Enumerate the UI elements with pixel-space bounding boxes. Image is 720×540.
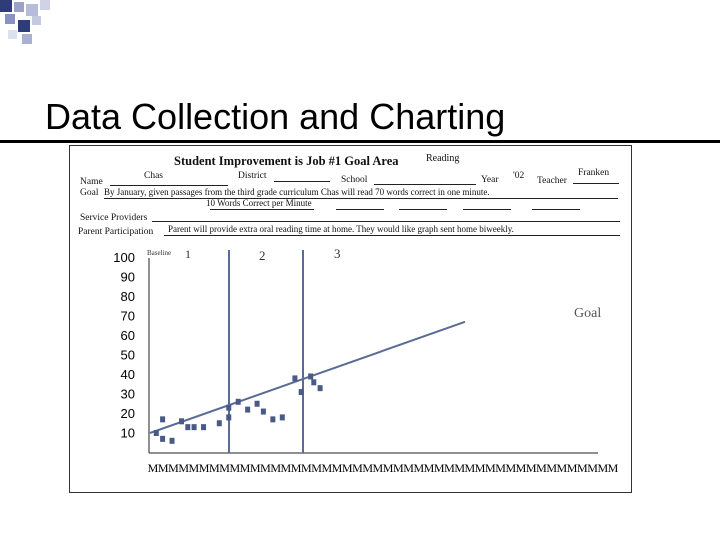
x-tick-label: M (403, 461, 414, 475)
x-tick-label: M (188, 461, 200, 475)
data-point (270, 416, 275, 422)
phase-label: 2 (259, 248, 266, 263)
x-tick-label: M (484, 461, 496, 475)
data-point (217, 420, 222, 426)
x-tick-label: M (607, 461, 619, 475)
x-tick-label: M (495, 461, 506, 475)
data-point (160, 416, 165, 422)
data-point (192, 424, 197, 430)
y-tick-label: 100 (113, 250, 135, 265)
data-point (179, 418, 184, 424)
data-point (280, 414, 285, 420)
data-point (318, 385, 323, 391)
x-tick-label: M (525, 461, 537, 475)
y-tick-label: 20 (120, 406, 135, 421)
data-point (299, 389, 304, 395)
data-point (292, 375, 297, 381)
x-tick-label: M (454, 461, 466, 475)
parent-participation-label: Parent Participation (78, 227, 154, 237)
x-tick-label: M (505, 461, 517, 475)
service-providers-label: Service Providers (80, 213, 148, 223)
y-tick-label: 70 (120, 308, 135, 324)
slide-title: Data Collection and Charting (45, 96, 506, 137)
year-label: Year (481, 175, 499, 185)
goal-text: By January, given passages from the third grade curriculum Chas will read 70 words correct in one minute. (104, 187, 490, 197)
baseline-phase-label: Baseline (147, 249, 172, 257)
x-tick-label: M (311, 461, 322, 475)
phase-label: 3 (334, 246, 341, 261)
goal-area-value: Reading (426, 153, 460, 164)
x-tick-label: M (249, 461, 261, 475)
x-tick-label: M (147, 461, 159, 475)
phase-label: 1 (185, 247, 191, 261)
x-tick-label: M (556, 461, 568, 475)
goal-label: Goal (80, 188, 99, 198)
name-label: Name (80, 177, 103, 187)
y-tick-label: 50 (120, 347, 135, 363)
x-tick-label: M (536, 461, 547, 475)
x-tick-label: M (413, 461, 425, 475)
goal-line (150, 322, 465, 433)
x-tick-label: M (208, 461, 220, 475)
teacher-value: Franken (578, 168, 610, 178)
x-tick-label: M (219, 461, 230, 475)
x-tick-label: M (331, 461, 343, 475)
y-tick-label: 40 (120, 367, 135, 382)
y-tick-label: 10 (120, 425, 135, 441)
data-point (245, 407, 250, 413)
x-tick-label: M (168, 461, 179, 475)
x-tick-label: M (362, 461, 374, 475)
x-tick-label: M (587, 461, 598, 475)
district-label: District (238, 171, 267, 181)
name-value: Chas (144, 171, 163, 181)
x-tick-label: M (474, 461, 486, 475)
x-tick-label: M (300, 461, 312, 475)
x-tick-label: M (433, 461, 445, 475)
form-heading: Student Improvement is Job #1 Goal Area (174, 154, 399, 168)
x-tick-label: M (321, 461, 333, 475)
x-tick-label: M (423, 461, 435, 475)
school-label: School (341, 175, 368, 185)
x-tick-label: M (198, 461, 210, 475)
data-point (201, 424, 206, 430)
x-tick-label: M (392, 461, 404, 475)
y-tick-label: 80 (120, 289, 135, 304)
data-point (236, 399, 241, 405)
teacher-label: Teacher (537, 176, 567, 186)
parent-participation-text: Parent will provide extra oral reading time at home. They would like graph sent home biweekly. (168, 224, 514, 234)
data-point (255, 401, 260, 407)
x-tick-label: M (341, 461, 353, 475)
x-tick-label: M (515, 461, 527, 475)
data-point (170, 438, 175, 444)
x-tick-label: M (157, 461, 169, 475)
x-tick-label: M (229, 461, 241, 475)
x-tick-label: M (444, 461, 455, 475)
x-tick-label: M (290, 461, 302, 475)
data-point (311, 379, 316, 385)
y-tick-label: 60 (120, 328, 135, 343)
x-tick-label: M (352, 461, 363, 475)
x-tick-label: M (546, 461, 558, 475)
y-tick-label: 30 (120, 386, 135, 402)
data-point (308, 373, 313, 379)
data-point (226, 414, 231, 420)
x-tick-label: M (576, 461, 588, 475)
data-point (154, 430, 159, 436)
x-tick-label: M (464, 461, 476, 475)
x-tick-label: M (239, 461, 251, 475)
x-tick-label: M (270, 461, 282, 475)
x-tick-label: M (566, 461, 578, 475)
x-tick-label: M (597, 461, 609, 475)
data-point (226, 405, 231, 411)
x-tick-label: M (372, 461, 384, 475)
data-point (160, 436, 165, 442)
x-tick-label: M (382, 461, 394, 475)
y-tick-label: 90 (120, 269, 135, 285)
data-point (261, 409, 266, 415)
data-point (185, 424, 190, 430)
x-tick-label: M (260, 461, 271, 475)
year-value: '02 (513, 171, 525, 181)
x-tick-label: M (178, 461, 190, 475)
x-tick-label: M (280, 461, 292, 475)
goal-label: Goal (574, 306, 602, 321)
measure-text: 10 Words Correct per Minute (206, 198, 312, 208)
